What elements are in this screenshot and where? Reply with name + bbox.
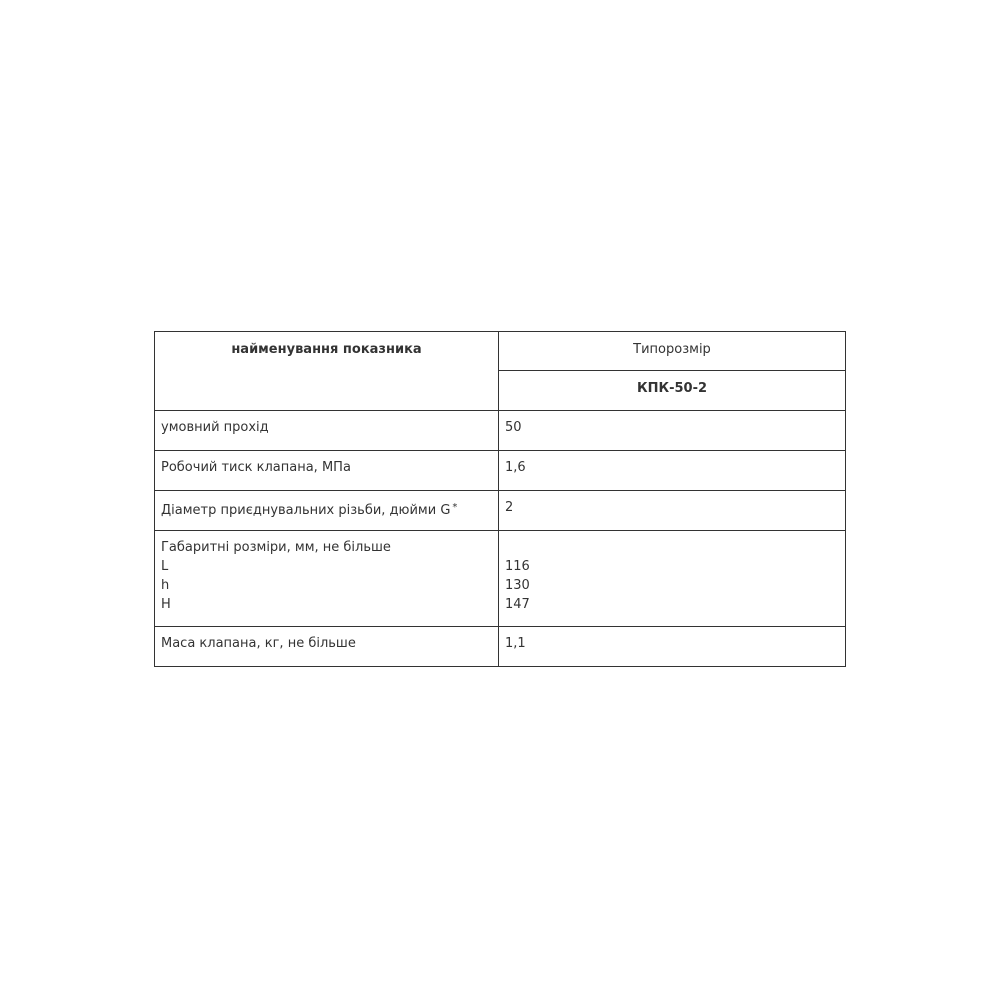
table-row [155,491,846,531]
header-size-type: Типорозмір [499,332,846,371]
table-row [155,411,846,451]
footnote-mark: * [452,502,458,513]
dimension-value-L: 116 [505,559,530,574]
row-value: 1,1 [499,627,846,667]
dimension-label-H: H [161,597,171,612]
specification-table [154,331,846,667]
row-value: 50 [499,411,846,451]
header-parameter-name: найменування показника [155,332,499,411]
dimension-value-H: 147 [505,597,530,612]
row-value: 1,6 [499,451,846,491]
row-name-cell [155,491,499,531]
row-name: Габаритні розміри, мм, не більше [161,540,391,555]
table-row [155,531,846,627]
table-row [155,627,846,667]
row-name: умовний прохід [155,411,499,451]
table-row [155,451,846,491]
row-value-cell [499,531,846,627]
dimension-label-h: h [161,578,170,593]
row-value: 2 [499,491,846,531]
row-name-cell [155,531,499,627]
dimension-value-h: 130 [505,578,530,593]
row-name: Робочий тиск клапана, МПа [155,451,499,491]
row-name: Діаметр приєднувальних різьби, дюйми G [161,503,451,518]
header-model: КПК-50-2 [499,371,846,411]
row-name: Маса клапана, кг, не більше [155,627,499,667]
dimension-label-L: L [161,559,169,574]
